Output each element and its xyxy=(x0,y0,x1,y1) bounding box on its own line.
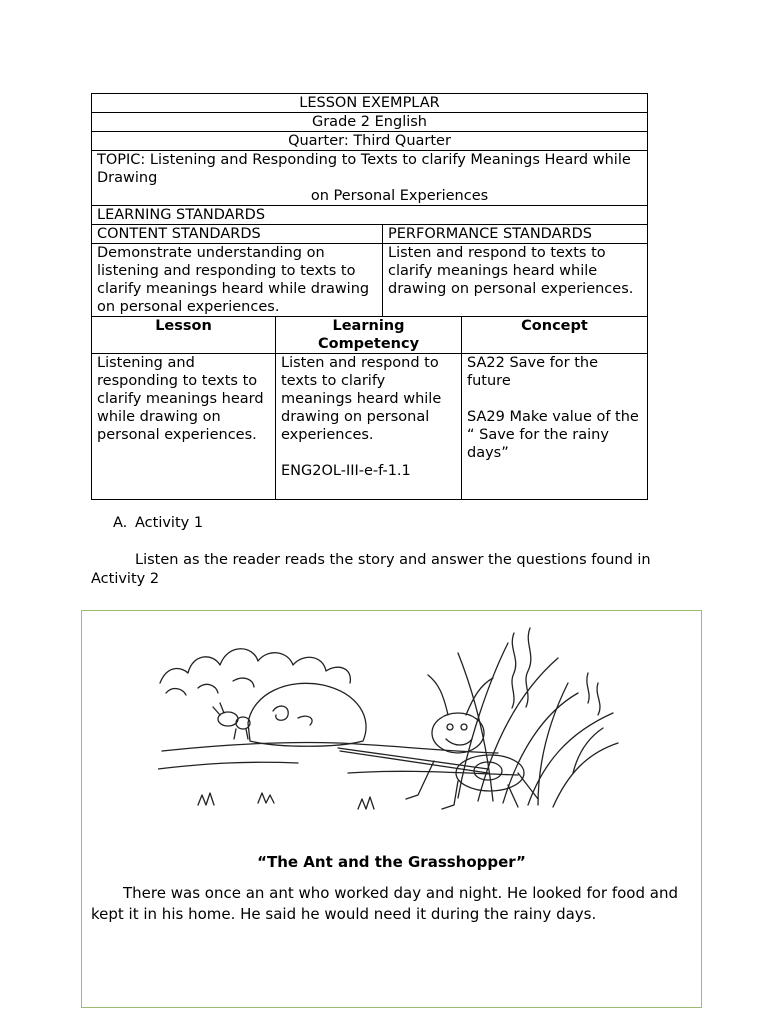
competency-cell xyxy=(276,354,462,500)
content-standards-label: CONTENT STANDARDS xyxy=(92,225,383,244)
learning-standards-heading: LEARNING STANDARDS xyxy=(92,206,648,225)
activity-heading xyxy=(113,515,203,531)
lesson-exemplar-table xyxy=(91,93,648,500)
instructions-text: Listen as the reader reads the story and answer the questions found in Activity 2 xyxy=(91,552,651,587)
competency-header: Learning Competency xyxy=(276,317,462,354)
lesson-header: Lesson xyxy=(92,317,276,354)
competency-text: Listen and respond to texts to clarify meanings heard while drawing on personal experiences. xyxy=(281,355,442,443)
content-standards-text: Demonstrate understanding on listening and responding to texts to clarify meanings heard while drawing on personal experiences. xyxy=(92,244,383,317)
story-text: There was once an ant who worked day and night. He looked for food and kept it in his home. He said he would need it during the rainy days. xyxy=(91,884,678,923)
story-box xyxy=(81,610,702,1008)
performance-standards-text: Listen and respond to texts to clarify meanings heard while drawing on personal experiences. xyxy=(383,244,648,317)
concept-header: Concept xyxy=(462,317,648,354)
exemplar-title: LESSON EXEMPLAR xyxy=(92,94,648,113)
topic-cell xyxy=(92,151,648,206)
grade-label: Grade 2 English xyxy=(92,113,648,132)
lesson-cell: Listening and responding to texts to clarify meanings heard while drawing on personal experiences. xyxy=(92,354,276,500)
competency-code: ENG2OL-III-e-f-1.1 xyxy=(281,463,411,479)
concept-1: SA22 Save for the future xyxy=(467,355,598,389)
topic-line-1: TOPIC: Listening and Responding to Texts to clarify Meanings Heard while Drawing xyxy=(97,152,631,186)
activity-instructions xyxy=(91,551,676,589)
performance-standards-label: PERFORMANCE STANDARDS xyxy=(383,225,648,244)
story-paragraph xyxy=(91,883,681,925)
story-title: “The Ant and the Grasshopper” xyxy=(257,853,526,871)
ant-grasshopper-illustration xyxy=(158,623,623,813)
topic-line-2: on Personal Experiences xyxy=(310,188,489,204)
concept-2: SA29 Make value of the “ Save for the rainy days” xyxy=(467,409,639,461)
concept-cell xyxy=(462,354,648,500)
list-marker: A. xyxy=(113,515,128,531)
quarter-label: Quarter: Third Quarter xyxy=(92,132,648,151)
activity-title: Activity 1 xyxy=(135,515,204,531)
